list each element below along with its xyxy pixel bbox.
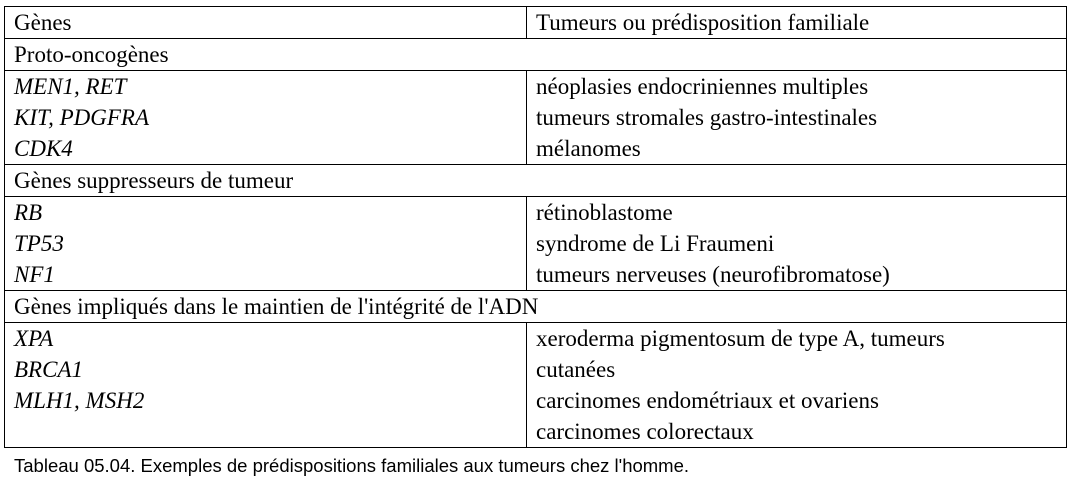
gene-name: TP53 [14, 231, 64, 256]
gene-name: RB [14, 200, 43, 225]
tumor-description: rétinoblastome [536, 200, 673, 225]
tumor-description: mélanomes [536, 136, 641, 161]
gene-name: MLH1, MSH2 [14, 388, 145, 413]
gene-name: BRCA1 [14, 357, 83, 382]
section-title: Proto-oncogènes [5, 39, 1067, 71]
table-row [5, 323, 1067, 448]
table-row [5, 71, 1067, 165]
gene-name: KIT, PDGFRA [14, 105, 150, 130]
gene-name: XPA [14, 326, 54, 351]
tumor-description: carcinomes colorectaux [536, 419, 754, 444]
gene-cell [5, 323, 527, 448]
section-row-proto-oncogenes [5, 39, 1067, 71]
familial-predisposition-table [4, 6, 1067, 448]
table-caption: Tableau 05.04. Exemples de prédispositions familiales aux tumeurs chez l'homme. [14, 455, 690, 476]
tumor-description: tumeurs nerveuses (neurofibromatose) [536, 262, 890, 287]
tumor-cell [527, 323, 1067, 448]
tumor-description: syndrome de Li Fraumeni [536, 231, 775, 256]
header-tumors: Tumeurs ou prédisposition familiale [527, 7, 1067, 39]
gene-cell [5, 197, 527, 291]
gene-name: NF1 [14, 262, 55, 287]
header-genes: Gènes [5, 7, 527, 39]
gene-cell [5, 71, 527, 165]
section-title: Gènes suppresseurs de tumeur [5, 165, 1067, 197]
tumor-cell [527, 71, 1067, 165]
section-row-tumor-suppressors [5, 165, 1067, 197]
tumor-description: xeroderma pigmentosum de type A, tumeurs [536, 326, 945, 351]
tumor-description: cutanées [536, 357, 616, 382]
table-header-row [5, 7, 1067, 39]
gene-name: MEN1, RET [14, 74, 127, 99]
section-row-dna-integrity [5, 291, 1067, 323]
tumor-description: tumeurs stromales gastro-intestinales [536, 105, 878, 130]
tumor-description: carcinomes endométriaux et ovariens [536, 388, 879, 413]
gene-name: CDK4 [14, 136, 73, 161]
tumor-cell [527, 197, 1067, 291]
tumor-description: néoplasies endocriniennes multiples [536, 74, 869, 99]
table-row [5, 197, 1067, 291]
section-title: Gènes impliqués dans le maintien de l'intégrité de l'ADN [5, 291, 1067, 323]
